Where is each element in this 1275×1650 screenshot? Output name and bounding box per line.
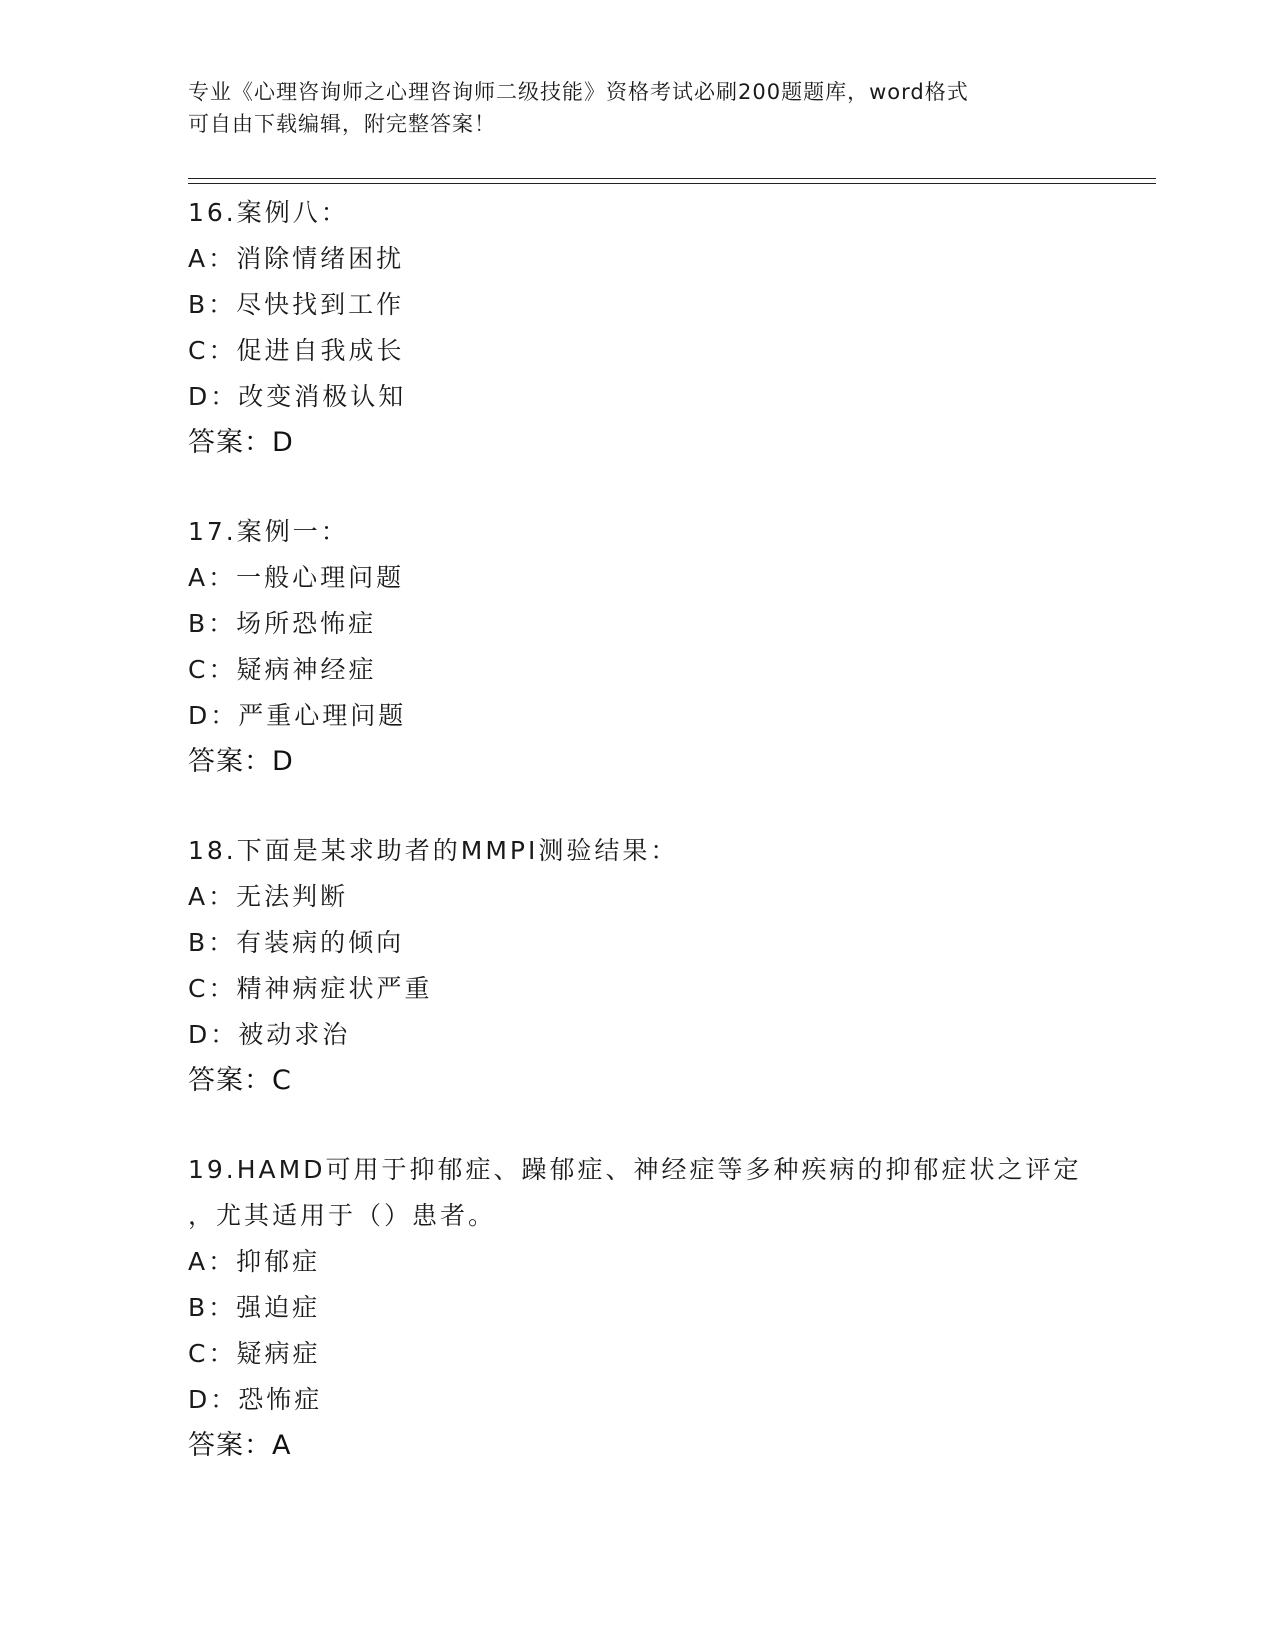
- answer-option: A：一般心理问题: [188, 563, 405, 592]
- question-block: [188, 509, 1148, 785]
- answer-option: D：恐怖症: [188, 1385, 323, 1414]
- answer-option: B：尽快找到工作: [188, 290, 405, 319]
- answer-label: 答案：: [188, 427, 272, 458]
- answer-line: [188, 1058, 1148, 1104]
- answer-option: C：疑病症: [188, 1339, 321, 1368]
- question-stem: 16.案例八：: [188, 198, 349, 227]
- answer-option: D：被动求治: [188, 1020, 351, 1049]
- answer-line: [188, 420, 1148, 466]
- answer-option: A：无法判断: [188, 882, 349, 911]
- header-divider-top: [188, 178, 1156, 179]
- answer-option: A：消除情绪困扰: [188, 244, 405, 273]
- question-block: [188, 828, 1148, 1104]
- answer-option: C：促进自我成长: [188, 336, 405, 365]
- header-line-1: 专业《心理咨询师之心理咨询师二级技能》资格考试必刷200题题库，word格式: [188, 80, 969, 104]
- answer-option: C：精神病症状严重: [188, 974, 433, 1003]
- document-header: [188, 76, 1068, 140]
- answer-value: D: [272, 746, 294, 777]
- header-divider-bottom: [188, 183, 1156, 184]
- answer-option: B：有装病的倾向: [188, 928, 405, 957]
- question-block: [188, 1147, 1148, 1469]
- answer-label: 答案：: [188, 746, 272, 777]
- question-list: [188, 190, 1148, 1512]
- question-stem: 18.下面是某求助者的MMPI测验结果：: [188, 836, 679, 865]
- answer-option: C：疑病神经症: [188, 655, 377, 684]
- answer-value: C: [272, 1065, 292, 1096]
- question-block: [188, 190, 1148, 466]
- answer-label: 答案：: [188, 1065, 272, 1096]
- answer-option: B：强迫症: [188, 1293, 321, 1322]
- answer-value: A: [272, 1430, 292, 1461]
- answer-line: [188, 739, 1148, 785]
- answer-option: A：抑郁症: [188, 1247, 321, 1276]
- answer-option: B：场所恐怖症: [188, 609, 377, 638]
- question-stem: 19.HAMD可用于抑郁症、躁郁症、神经症等多种疾病的抑郁症状之评定: [188, 1155, 1082, 1184]
- question-stem: 17.案例一：: [188, 517, 349, 546]
- answer-option: D：改变消极认知: [188, 382, 407, 411]
- question-stem: ，尤其适用于（）患者。: [188, 1201, 497, 1230]
- answer-value: D: [272, 427, 294, 458]
- answer-line: [188, 1423, 1148, 1469]
- header-line-2: 可自由下载编辑，附完整答案！: [188, 112, 496, 136]
- answer-option: D：严重心理问题: [188, 701, 407, 730]
- answer-label: 答案：: [188, 1430, 272, 1461]
